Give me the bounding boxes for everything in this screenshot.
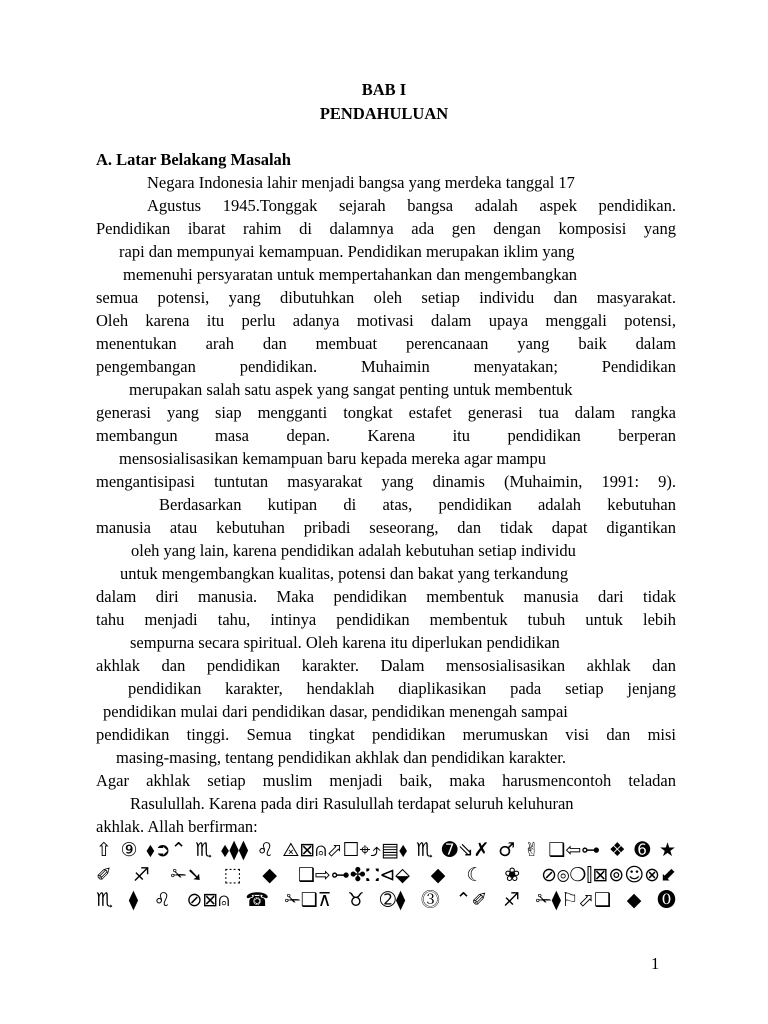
paragraph-line: pendidikan karakter, hendaklah diaplikasikan pada setiap jenjang xyxy=(128,679,676,698)
paragraph-line: pengembangan pendidikan. Muhaimin menyatakan; Pendidikan xyxy=(96,357,676,376)
verse-glyph-line: ♏⧫♌⊘⊠⍝☎✁❑⊼♉➁⧫⓷⌃✐♐✁⧫⚐⬀❑◆⓿ xyxy=(96,889,676,911)
chapter-number: BAB I xyxy=(361,80,407,99)
paragraph-line: memenuhi persyaratan untuk mempertahankan dan mengembangkan xyxy=(123,265,578,284)
paragraph-line: masing-masing, tentang pendidikan akhlak dan pendidikan karakter. xyxy=(116,748,566,767)
paragraph-line: mengantisipasi tuntutan masyarakat yang dinamis (Muhaimin, 1991: 9). xyxy=(96,472,676,491)
paragraph-line: akhlak dan pendidikan karakter. Dalam mensosialisasikan akhlak dan xyxy=(96,656,676,675)
chapter-title: PENDAHULUAN xyxy=(319,104,449,123)
paragraph-line: sempurna secara spiritual. Oleh karena itu diperlukan pendidikan xyxy=(130,633,560,652)
paragraph-line: Agustus 1945.Tonggak sejarah bangsa adalah aspek pendidikan. xyxy=(147,196,676,215)
paragraph-line: Berdasarkan kutipan di atas, pendidikan adalah kebutuhan xyxy=(159,495,676,514)
page-number: 1 xyxy=(651,954,660,973)
paragraph-line: Pendidikan ibarat rahim di dalamnya ada gen dengan komposisi yang xyxy=(96,219,676,238)
paragraph-line: Agar akhlak setiap muslim menjadi baik, maka harusmencontoh teladan xyxy=(96,771,676,790)
paragraph-line: generasi yang siap mengganti tongkat estafet generasi tua dalam rangka xyxy=(96,403,676,422)
paragraph-line: dalam diri manusia. Maka pendidikan membentuk manusia dari tidak xyxy=(96,587,676,606)
paragraph-line: merupakan salah satu aspek yang sangat penting untuk membentuk xyxy=(129,380,573,399)
paragraph-line: pendidikan tinggi. Semua tingkat pendidikan merumuskan visi dan misi xyxy=(96,725,676,744)
paragraph-line: oleh yang lain, karena pendidikan adalah kebutuhan setiap individu xyxy=(131,541,576,560)
paragraph-line: mensosialisasikan kemampuan baru kepada mereka agar mampu xyxy=(119,449,547,468)
verse-glyph-line: ✐♐✁➘⬚◆❑⇨⊶✤⛚⊲⬙◆☾❀⊘⦾❍⫿⊠⊚☺⊗⬋ xyxy=(96,864,676,886)
paragraph-line: manusia atau kebutuhan pribadi seseorang, dan tidak dapat digantikan xyxy=(96,518,676,537)
paragraph-line: Negara Indonesia lahir menjadi bangsa yang merdeka tanggal 17 xyxy=(147,173,575,192)
paragraph-line: pendidikan mulai dari pendidikan dasar, pendidikan menengah sampai xyxy=(103,702,568,721)
section-heading: A. Latar Belakang Masalah xyxy=(96,150,291,169)
paragraph-line: rapi dan mempunyai kemampuan. Pendidikan merupakan iklim yang xyxy=(119,242,575,261)
paragraph-line: Oleh karena itu perlu adanya motivasi dalam upaya menggali potensi, xyxy=(96,311,676,330)
verse-glyph-line: ⇧⑨⬧➲⌃♏⬧⧫⧫♌⨻⊠⍝⬀☐⌖⤴▤⬧♏➐⇘✗♂✌❑⇦⊶❖➏★ xyxy=(96,839,676,861)
paragraph-line: tahu menjadi tahu, intinya pendidikan membentuk tubuh untuk lebih xyxy=(96,610,676,629)
paragraph-line: membangun masa depan. Karena itu pendidikan berperan xyxy=(96,426,676,445)
paragraph-line: untuk mengembangkan kualitas, potensi dan bakat yang terkandung xyxy=(120,564,569,583)
paragraph-line: akhlak. Allah berfirman: xyxy=(96,817,258,836)
paragraph-line: Rasulullah. Karena pada diri Rasulullah terdapat seluruh keluhuran xyxy=(130,794,574,813)
paragraph-line: semua potensi, yang dibutuhkan oleh setiap individu dan masyarakat. xyxy=(96,288,676,307)
paragraph-line: menentukan arah dan membuat perencanaan yang baik dalam xyxy=(96,334,676,353)
